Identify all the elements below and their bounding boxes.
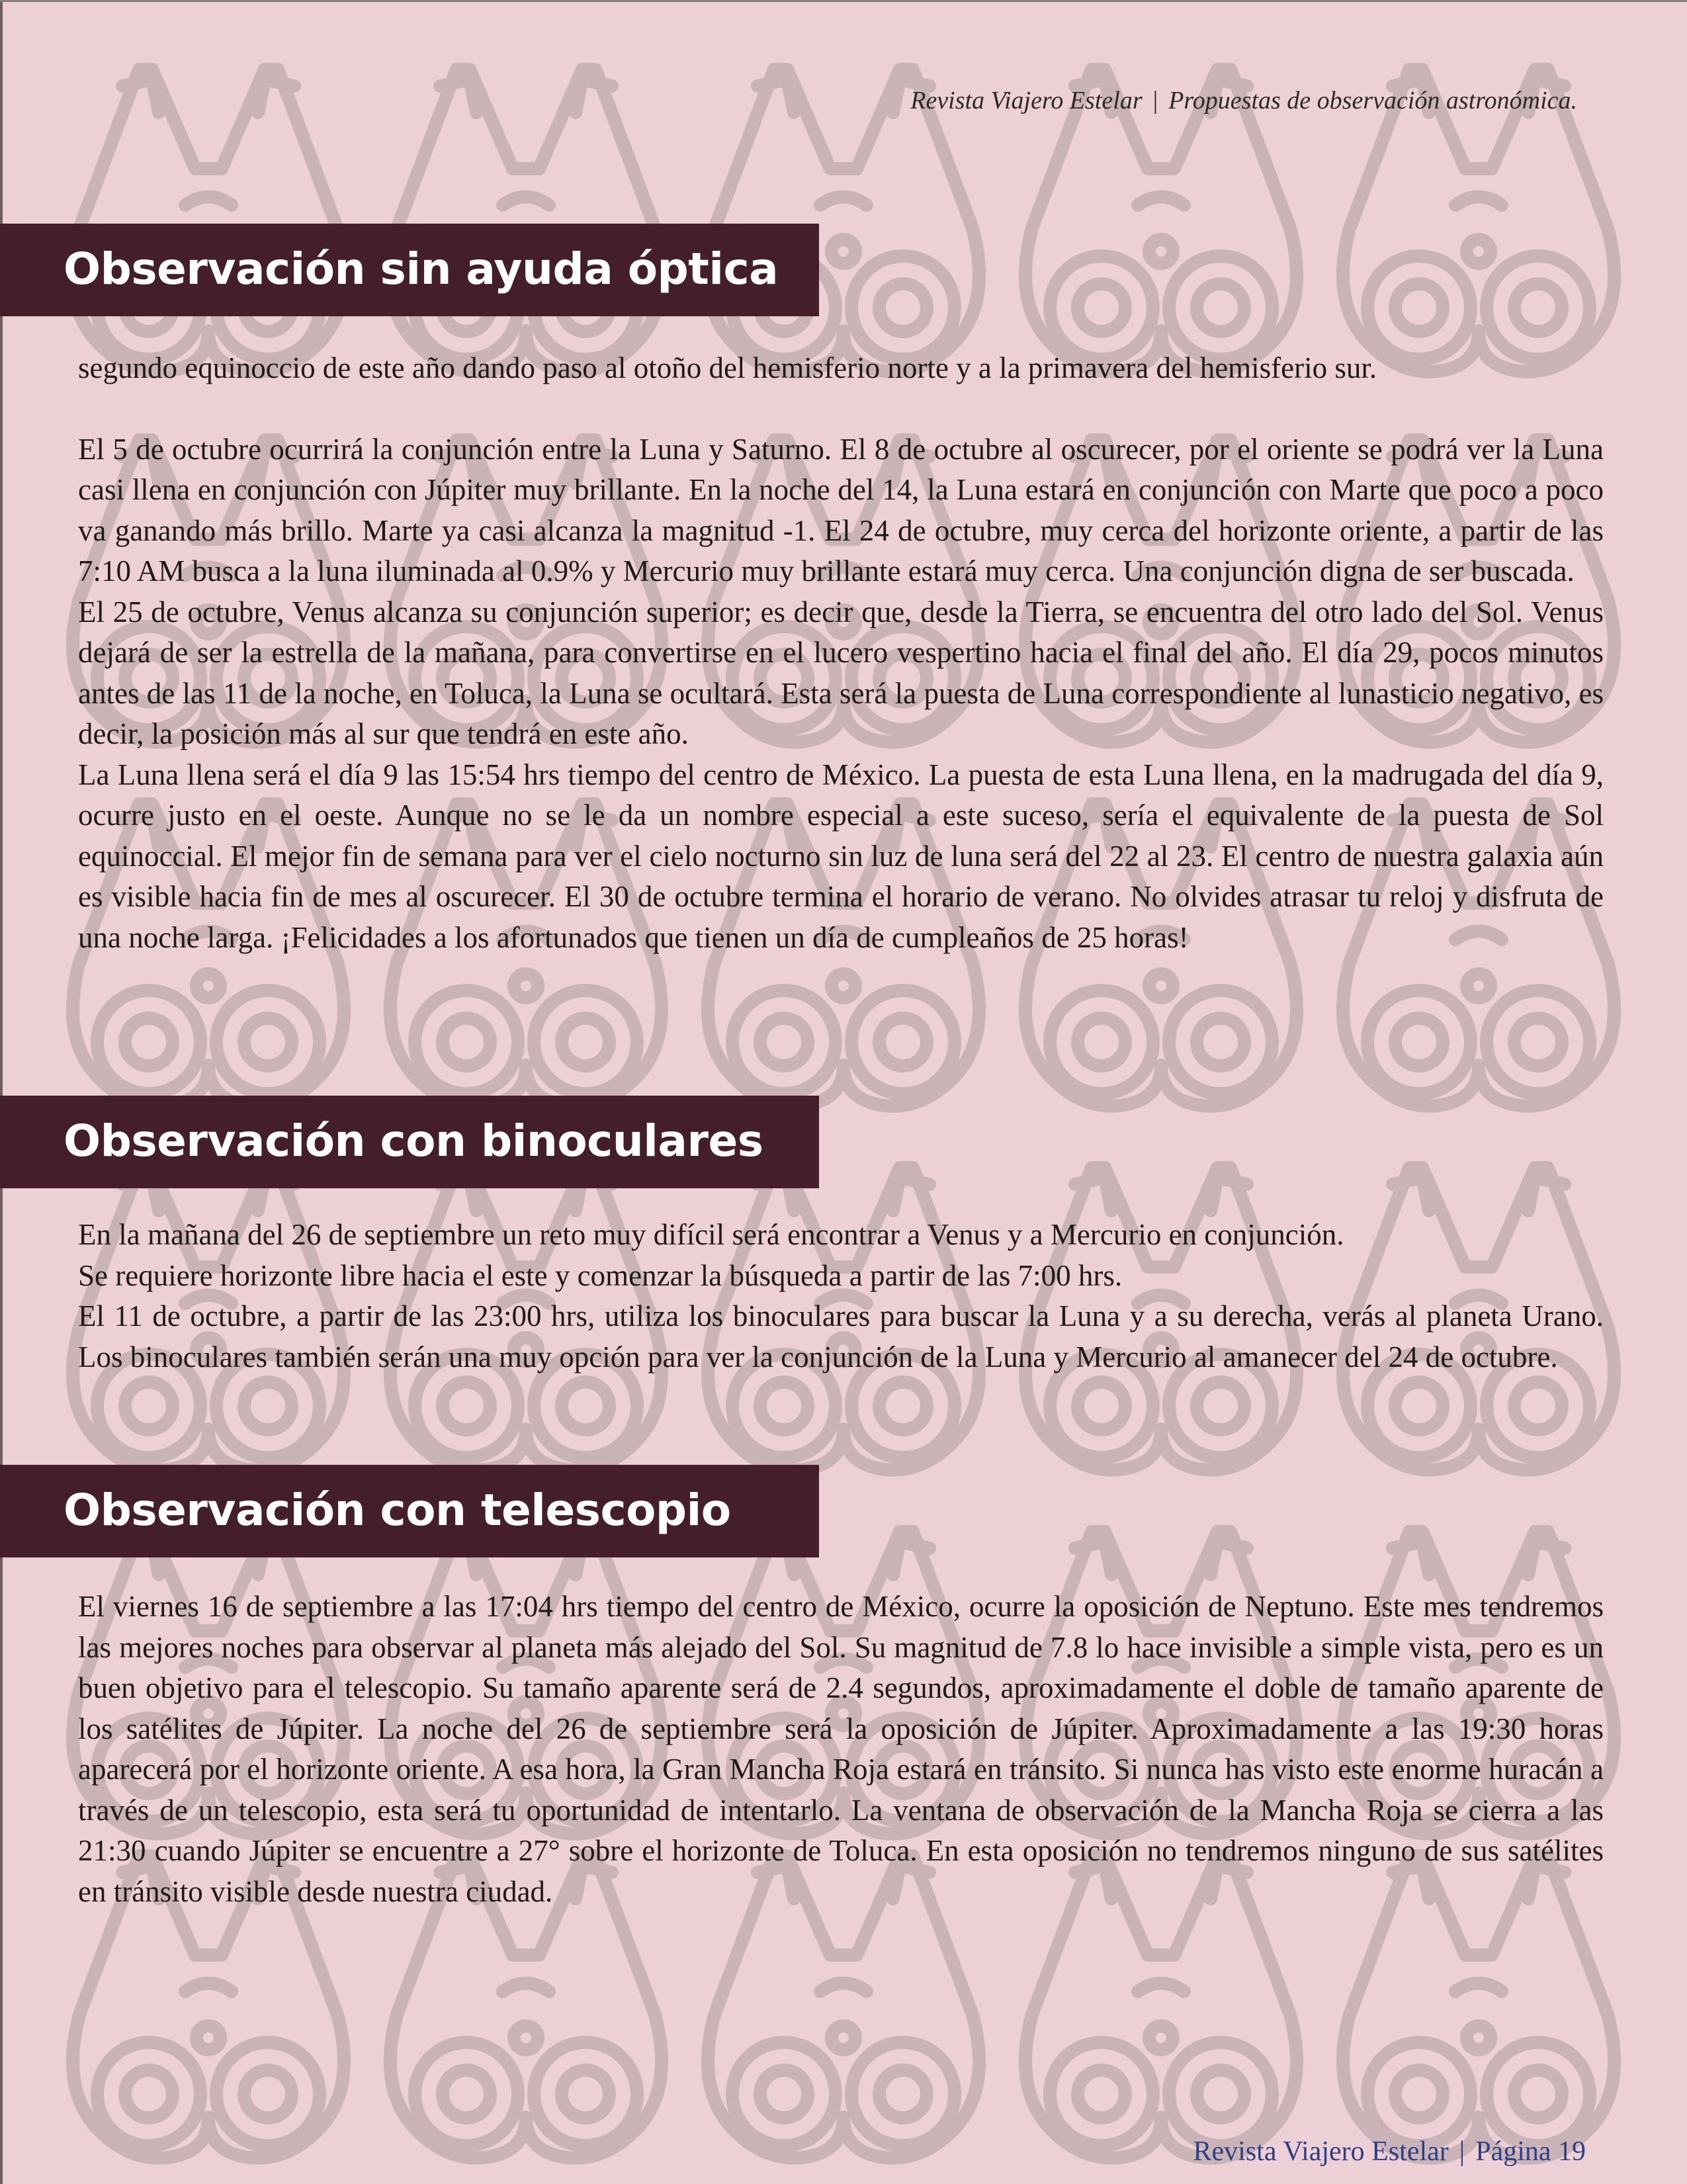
paragraph: Se requiere horizonte libre hacia el este y comenzar la búsqueda a partir de las 7:00 hrs. <box>78 1258 1123 1292</box>
page-border-top <box>0 0 1687 2</box>
page-number: Página 19 <box>1475 2136 1586 2167</box>
paragraph: La Luna llena será el día 9 las 15:54 hrs tiempo del centro de México. La puesta de esta Luna llena, en la madrugada del día 9, ocurre justo en el oeste. Aunque no se le da un nombre especial a este suceso, sería el equivalente de la puesta de Sol equinoccial. El mejor fin de semana para ver el cielo nocturno sin luz de luna será del 22 al 23. El centro de nuestra galaxia aún es visible hacia fin de mes al oscurecer. El 30 de octubre termina el horario de verano. No olvides atrasar tu reloj y disfruta de una noche larga. ¡Felicidades a los afortunados que tienen un día de cumpleaños de 25 horas! <box>78 758 1604 954</box>
paragraph: segundo equinoccio de este año dando paso al otoño del hemisferio norte y a la primavera del hemisferio sur. <box>78 351 1377 384</box>
header-subtitle: Propuestas de observación astronómica. <box>1168 87 1577 114</box>
paragraph: El viernes 16 de septiembre a las 17:04 hrs tiempo del centro de México, ocurre la oposición de Neptuno. Este mes tendremos las mejores noches para observar al planeta más alejado del Sol. Su magnitud de 7.8 lo hace invisible a simple vista, pero es un buen objetivo para el telescopio. Su tamaño aparente será de 2.4 segundos, aproximadamente el doble de tamaño aparente de los satélites de Júpiter. La noche del 26 de septiembre será la oposición de Júpiter. Aproximadamente a las 19:30 horas aparecerá por el horizonte oriente. A esa hora, la Gran Mancha Roja estará en tránsito. Si nunca has visto este enorme huracán a través de un telescopio, esta será tu oportunidad de intentarlo. La ventana de observación de la Mancha Roja se cierra a las 21:30 cuando Júpiter se encuentre a 27° sobre el horizonte de Toluca. En esta oposición no tendremos ninguno de sus satélites en tránsito visible desde nuestra ciudad. <box>78 1590 1604 1908</box>
page-footer <box>1193 2136 1586 2167</box>
paragraph: El 11 de octubre, a partir de las 23:00 hrs, utiliza los binoculares para buscar la Luna y a su derecha, verás al planeta Urano. Los binoculares también serán una muy opción para ver la conjunción de la Luna y Mercurio al amanecer del 24 de octubre. <box>78 1299 1604 1374</box>
section-heading-bar-binoculars <box>0 1096 819 1188</box>
section-title-naked-eye: Observación sin ayuda óptica <box>64 243 779 294</box>
running-header <box>910 86 1577 115</box>
section-title-telescope: Observación con telescopio <box>64 1485 731 1536</box>
section-body-telescope <box>78 1587 1604 1912</box>
header-magazine-name: Revista Viajero Estelar <box>910 87 1143 114</box>
section-title-binoculars: Observación con binoculares <box>64 1115 763 1166</box>
section-heading-bar-telescope <box>0 1465 819 1557</box>
page-border-left <box>0 0 3 2184</box>
section-body-binoculars <box>78 1215 1604 1377</box>
paragraph: En la mañana del 26 de septiembre un reto muy difícil será encontrar a Venus y a Mercurio en conjunción. <box>78 1218 1344 1251</box>
footer-magazine-name: Revista Viajero Estelar <box>1193 2136 1449 2167</box>
paragraph: El 5 de octubre ocurrirá la conjunción entre la Luna y Saturno. El 8 de octubre al oscurecer, por el oriente se podrá ver la Luna casi llena en conjunción con Júpiter muy brillante. En la noche del 14, la Luna estará en conjunción con Marte que poco a poco va ganando más brillo. Marte ya casi alcanza la magnitud -1. El 24 de octubre, muy cerca del horizonte oriente, a partir de las 7:10 AM busca a la luna iluminada al 0.9% y Mercurio muy brillante estará muy cerca. Una conjunción digna de ser buscada. <box>78 432 1604 588</box>
section-body-naked-eye <box>78 348 1604 958</box>
footer-separator: | <box>1459 2136 1465 2167</box>
section-heading-bar-naked-eye <box>0 224 819 316</box>
header-separator: | <box>1152 87 1158 114</box>
paragraph: El 25 de octubre, Venus alcanza su conjunción superior; es decir que, desde la Tierra, se encuentra del otro lado del Sol. Venus dejará de ser la estrella de la mañana, para convertirse en el lucero vespertino hacia el final del año. El día 29, pocos minutos antes de las 11 de la noche, en Toluca, la Luna se ocultará. Esta será la puesta de Luna correspondiente al lunasticio negativo, es decir, la posición más al sur que tendrá en este año. <box>78 595 1604 750</box>
